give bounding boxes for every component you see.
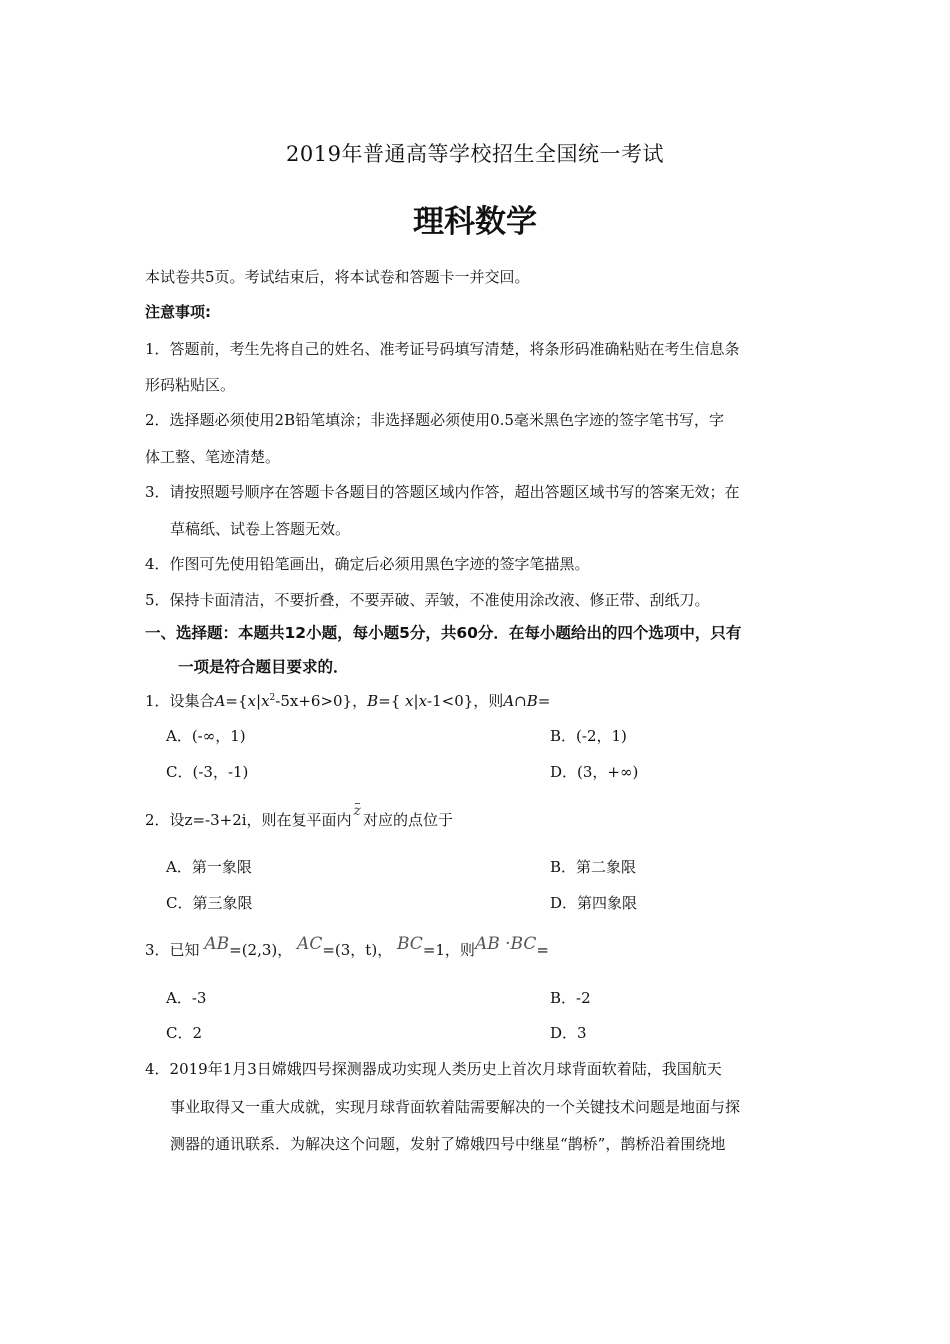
- question-3: [145, 934, 549, 960]
- question-text: 已知: [169, 941, 200, 959]
- q2-option-d[interactable]: D．第四象限: [550, 894, 638, 912]
- question-4: [145, 1058, 722, 1079]
- question-text: 设z=-3+2i，则在复平面内: [169, 811, 352, 829]
- vector-ac-value: =(3，t)，: [322, 941, 393, 959]
- note-number: 3．: [145, 483, 170, 501]
- note-item-2: [145, 409, 724, 430]
- vector-ab-value: =(2,3)，: [229, 941, 293, 959]
- q3-option-b[interactable]: B．-2: [550, 989, 591, 1007]
- q2-option-a[interactable]: A．第一象限: [166, 858, 252, 876]
- q1-option-b[interactable]: B．(-2，1): [550, 727, 627, 745]
- question-2: [145, 803, 453, 830]
- exam-title: 2019年普通高等学校招生全国统一考试: [286, 142, 664, 166]
- note-text: 答题前，考生先将自己的姓名、准考证号码填写清楚，将条形码准确粘贴在考生信息条: [169, 340, 740, 358]
- note-number: 2．: [145, 411, 170, 429]
- note-item-3: [145, 481, 740, 502]
- vector-ac: AC: [297, 934, 323, 954]
- vector-ab: AB: [204, 934, 230, 954]
- note-item-2-cont: 体工整、笔迹清楚。: [145, 448, 281, 466]
- equals-sign: =: [536, 941, 549, 959]
- dot-product: AB ·BC: [474, 934, 537, 954]
- vector-bc-value: =1，则: [422, 941, 475, 959]
- question-4-cont-2: 测器的通讯联系．为解决这个问题，发射了嫦娥四号中继星“鹊桥”，鹊桥沿着围绕地: [170, 1135, 726, 1153]
- notes-heading: 注意事项:: [145, 303, 211, 321]
- vector-bc: BC: [396, 934, 423, 954]
- subject-title: 理科数学: [413, 204, 537, 240]
- q1-option-c[interactable]: C．(-3，-1): [166, 763, 249, 781]
- q1-option-d[interactable]: D．(3，+∞): [550, 763, 639, 781]
- question-number: 2．: [145, 811, 170, 829]
- note-item-3-cont: 草稿纸、试卷上答题无效。: [170, 520, 351, 538]
- question-4-cont-1: 事业取得又一重大成就，实现月球背面软着陆需要解决的一个关键技术问题是地面与探: [170, 1098, 741, 1116]
- q3-option-a[interactable]: A．-3: [166, 989, 207, 1007]
- question-text: 2019年1月3日嫦娥四号探测器成功实现人类历史上首次月球背面软着陆，我国航天: [169, 1060, 722, 1078]
- section-heading-cont: 一项是符合题目要求的．: [178, 658, 349, 676]
- question-number: 4．: [145, 1060, 170, 1078]
- note-number: 1．: [145, 340, 170, 358]
- note-text: 选择题必须使用2B铅笔填涂；非选择题必须使用0.5毫米黑色字迹的签字笔书写，字: [169, 411, 724, 429]
- question-number: 1．: [145, 692, 170, 710]
- q2-option-c[interactable]: C．第三象限: [166, 894, 253, 912]
- question-text: 设集合$A=\{x|x^2-5x+6>0\}$，B={ x|x-1<0}，则A∩B=: [169, 692, 551, 710]
- note-text: 请按照题号顺序在答题卡各题目的答题区域内作答，超出答题区域书写的答案无效；在: [169, 483, 740, 501]
- q1-option-a[interactable]: A．(-∞，1): [166, 727, 246, 745]
- note-item-1: [145, 338, 740, 359]
- intro-text: 本试卷共5页。考试结束后，将本试卷和答题卡一并交回。: [145, 268, 530, 286]
- q2-option-b[interactable]: B．第二象限: [550, 858, 637, 876]
- note-item-4: [145, 553, 590, 574]
- section-heading: 一、选择题：本题共12小题，每小题5分，共60分．在每小题给出的四个选项中，只有: [145, 624, 742, 642]
- q3-option-d[interactable]: D．3: [550, 1024, 587, 1042]
- question-number: 3．: [145, 941, 170, 959]
- question-1: [145, 690, 550, 711]
- note-number: 4．: [145, 555, 170, 573]
- note-item-5: [145, 589, 710, 610]
- note-text: 保持卡面清洁，不要折叠，不要弄破、弄皱，不准使用涂改液、修正带、刮纸刀。: [169, 591, 710, 609]
- q3-option-c[interactable]: C．2: [166, 1024, 203, 1042]
- note-number: 5．: [145, 591, 170, 609]
- z-conjugate: z: [353, 803, 361, 819]
- question-text-tail: 对应的点位于: [362, 811, 453, 829]
- note-item-1-cont: 形码粘贴区。: [145, 376, 236, 394]
- note-text: 作图可先使用铅笔画出，确定后必须用黑色字迹的签字笔描黑。: [169, 555, 590, 573]
